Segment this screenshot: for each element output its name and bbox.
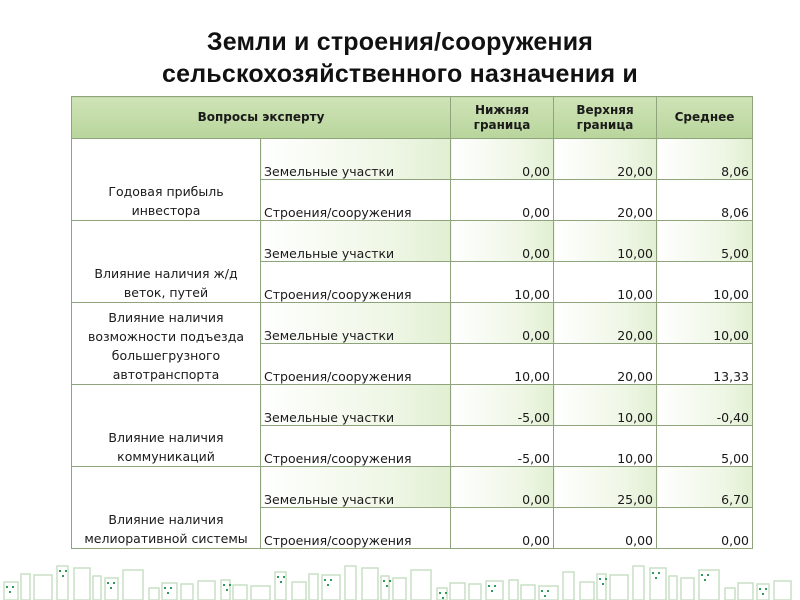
average-cell: 13,33 [657,344,753,385]
lower-bound-cell: 0,00 [451,180,554,221]
average-cell: -0,40 [657,385,753,426]
average-cell: 10,00 [657,303,753,344]
city-skyline-decoration [0,562,800,600]
object-cell: Земельные участки [261,467,451,508]
question-cell: Влияние наличия возможности подъезда большегрузного автотранспорта [72,303,261,385]
header-average: Среднее [657,97,753,139]
question-cell: Влияние наличия ж/д веток, путей [72,221,261,303]
table-row [72,139,753,180]
question-cell: Влияние наличия мелиоративной системы [72,467,261,549]
table-row [72,467,753,508]
table-row [72,303,753,344]
object-cell: Земельные участки [261,139,451,180]
object-cell: Строения/сооружения [261,426,451,467]
upper-bound-cell: 20,00 [554,344,657,385]
upper-bound-cell: 20,00 [554,139,657,180]
upper-bound-cell: 10,00 [554,262,657,303]
header-upper-bound: Верхняя граница [554,97,657,139]
object-cell: Строения/сооружения [261,508,451,549]
upper-bound-cell: 25,00 [554,467,657,508]
average-cell: 5,00 [657,426,753,467]
upper-bound-cell: 20,00 [554,180,657,221]
table-header-row [72,97,753,139]
average-cell: 8,06 [657,139,753,180]
header-lower-bound: Нижняя граница [451,97,554,139]
upper-bound-cell: 20,00 [554,303,657,344]
object-cell: Земельные участки [261,221,451,262]
object-cell: Строения/сооружения [261,180,451,221]
object-cell: Строения/сооружения [261,344,451,385]
lower-bound-cell: 0,00 [451,467,554,508]
slide-title-line-1: Земли и строения/сооружения [206,28,594,56]
average-cell: 8,06 [657,180,753,221]
upper-bound-cell: 10,00 [554,221,657,262]
average-cell: 10,00 [657,262,753,303]
upper-bound-cell: 0,00 [554,508,657,549]
lower-bound-cell: 10,00 [451,344,554,385]
table-row [72,385,753,426]
lower-bound-cell: 0,00 [451,221,554,262]
lower-bound-cell: -5,00 [451,385,554,426]
average-cell: 0,00 [657,508,753,549]
expert-table [71,96,753,549]
lower-bound-cell: 0,00 [451,508,554,549]
lower-bound-cell: 10,00 [451,262,554,303]
lower-bound-cell: 0,00 [451,303,554,344]
object-cell: Строения/сооружения [261,262,451,303]
lower-bound-cell: -5,00 [451,426,554,467]
slide-title [0,26,800,90]
average-cell: 6,70 [657,467,753,508]
skyline-buildings [4,566,791,600]
skyline-dots [6,570,767,599]
slide-title-line-2: сельскохозяйственного назначения и [162,60,638,88]
table-row [72,221,753,262]
object-cell: Земельные участки [261,385,451,426]
header-questions: Вопросы эксперту [72,97,451,139]
upper-bound-cell: 10,00 [554,385,657,426]
question-cell: Годовая прибыль инвестора [72,139,261,221]
upper-bound-cell: 10,00 [554,426,657,467]
question-cell: Влияние наличия коммуникаций [72,385,261,467]
average-cell: 5,00 [657,221,753,262]
object-cell: Земельные участки [261,303,451,344]
lower-bound-cell: 0,00 [451,139,554,180]
